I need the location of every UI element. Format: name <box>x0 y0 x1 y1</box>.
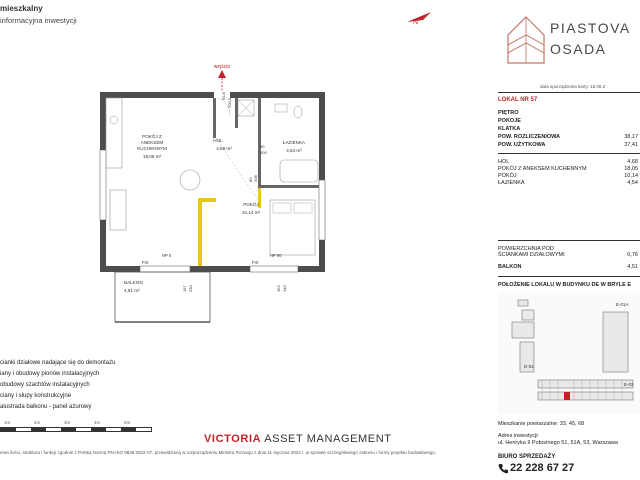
divider <box>498 240 640 241</box>
legend-item: obudowy szachtów instalacyjnych <box>0 382 90 388</box>
building-location-map <box>498 292 640 414</box>
map-label-d01: D-01 <box>524 364 534 369</box>
plan-room1-area: 18,05 m² <box>142 154 162 159</box>
plan-hp-1: HP 0 <box>162 253 172 258</box>
room-value-hol: 4,68 <box>627 159 638 165</box>
brand-logo <box>204 433 392 445</box>
info-label-floor: PIĘTRO <box>498 110 519 116</box>
logo-mark-icon <box>506 15 546 67</box>
legend-item: ciany i słupy konstrukcyjne <box>0 393 72 399</box>
apartment-marker <box>564 392 570 400</box>
svg-text:N: N <box>413 19 419 26</box>
info-label-staircase: KLATKA <box>498 126 521 132</box>
room-label-bathroom: ŁAZIENKA <box>498 180 525 186</box>
scale-label: 1m <box>4 420 11 425</box>
plan-hp-2: HP 90 <box>270 253 282 258</box>
plan-dim-1: 92,8 <box>221 92 226 100</box>
room-label-living: POKÓJ Z ANEKSEM KUCHENNYM <box>498 166 587 172</box>
plan-hol-label: HOL <box>213 138 223 143</box>
plan-balcony-area: 4,51 m² <box>124 288 140 293</box>
plan-room1-line3: KUCHENNYM <box>137 146 167 151</box>
address: ul. Henryka II Pobożnego 51, 51A, 53, Warszawa <box>498 440 618 446</box>
plan-dim-8: 230 <box>188 285 193 292</box>
entrance-label: wejście <box>213 64 231 70</box>
page-title: mieszkalny <box>0 4 43 13</box>
brand-part-1: VICTORIA <box>204 433 262 445</box>
partition-area-value: 0,76 <box>627 252 638 258</box>
page-subtitle: informacyjna inwestycji <box>0 16 77 25</box>
plan-room1-line2: ANEKSEM <box>140 140 164 145</box>
plan-dim-6: 208 <box>253 175 258 182</box>
plan-dim-3: 90 <box>260 144 265 149</box>
plan-hol-area: 4,68 m² <box>216 146 232 151</box>
plan-bath-area: 4,54 m² <box>286 148 302 153</box>
room-value-bedroom: 10,14 <box>624 173 638 179</box>
room-label-hol: HOL <box>498 159 510 165</box>
info-value-settlement-area: 38,17 <box>624 134 638 140</box>
info-label-rooms: POKOJE <box>498 118 521 124</box>
address-label: Adres inwestycji: <box>498 433 539 439</box>
plan-bath-label: ŁAZIENKA <box>282 140 306 145</box>
room-value-living: 18,05 <box>624 166 638 172</box>
footer-disclaimer: ema ilości, struktura i funkcji zgodnie z Polską Normą PN-ISO 9836:2022-07, przewidzianą w rozporządzeniu Ministra Rozwoju z dnia 11 stycznia 2022 r. w sprawie szczegółowego zakresu i formy projektu budowlanego, <box>0 450 437 455</box>
room-label-bedroom: POKÓJ <box>498 173 517 179</box>
plan-dim-2: 200,5 <box>227 97 232 108</box>
scale-bar <box>0 420 150 432</box>
info-label-usable-area: POW. UŻYTKOWA <box>498 142 546 148</box>
plan-dim-4: 200 <box>260 150 267 155</box>
balcony-label: BALKON <box>498 264 522 270</box>
legend-item: cianki działowe nadające się do demontażu <box>0 360 116 366</box>
sales-office-label: BIURO SPRZEDAŻY <box>498 454 556 460</box>
legend-item: alustrada balkonu - panel ażurowy <box>0 404 92 410</box>
plan-dim-5: 80 <box>248 177 253 182</box>
balcony-value: 4,51 <box>627 264 638 270</box>
plan-room1-line1: POKÓJ Z <box>142 134 162 139</box>
plan-fix-2: FIX <box>252 260 259 265</box>
brand-part-2: ASSET MANAGEMENT <box>264 433 392 445</box>
date-line: data sporządzenia karty: 18.06.2 <box>540 84 606 89</box>
divider <box>498 153 640 154</box>
scale-label: 3m <box>64 420 71 425</box>
logo-line-2: OSADA <box>550 41 607 57</box>
partition-area-label-2: ŚCIANKAMI DZIAŁOWYMI <box>498 252 565 258</box>
plan-dim-10: 140 <box>282 285 287 292</box>
logo <box>506 15 640 67</box>
divider <box>498 276 640 277</box>
room-value-bathroom: 4,54 <box>627 180 638 186</box>
sales-phone[interactable]: 22 228 67 27 <box>510 462 575 474</box>
entrance-arrow-icon <box>218 70 226 78</box>
plan-fix-1: FIX <box>142 260 149 265</box>
location-title: POŁOŻENIE LOKALU W BUDYNKU DE W BRYLE E <box>498 282 632 288</box>
map-label-e01: E-01A <box>616 302 629 307</box>
info-label-settlement-area: POW. ROZLICZENIOWA <box>498 134 561 140</box>
plan-balcony-label: BALKON <box>124 280 143 285</box>
scale-label: 2m <box>34 420 41 425</box>
repeated-apartments: Mieszkanie powtarzalne: 33, 45, 68 <box>498 421 585 427</box>
north-arrow-icon <box>405 8 435 26</box>
info-value-usable-area: 37,41 <box>624 142 638 148</box>
logo-line-1: PIASTOVA <box>550 20 631 36</box>
divider <box>498 92 640 93</box>
plan-dim-7: 167 <box>182 285 187 292</box>
plan-dim-9: 163 <box>276 285 281 292</box>
plan-room2-label: POKÓJ <box>243 202 259 207</box>
lokal-number: LOKAL NR 57 <box>498 97 538 103</box>
scale-label: 5m <box>124 420 131 425</box>
phone-icon <box>498 463 508 474</box>
map-label-e03: E-03 <box>624 382 634 387</box>
scale-label: 4m <box>94 420 101 425</box>
legend-item: iany i obudowy pionów instalacyjnych <box>0 371 100 377</box>
floor-plan <box>80 60 350 335</box>
partition-area-label-1: POWIERZCHNIA POD <box>498 246 554 252</box>
plan-room2-area: 10,14 m² <box>241 210 261 215</box>
